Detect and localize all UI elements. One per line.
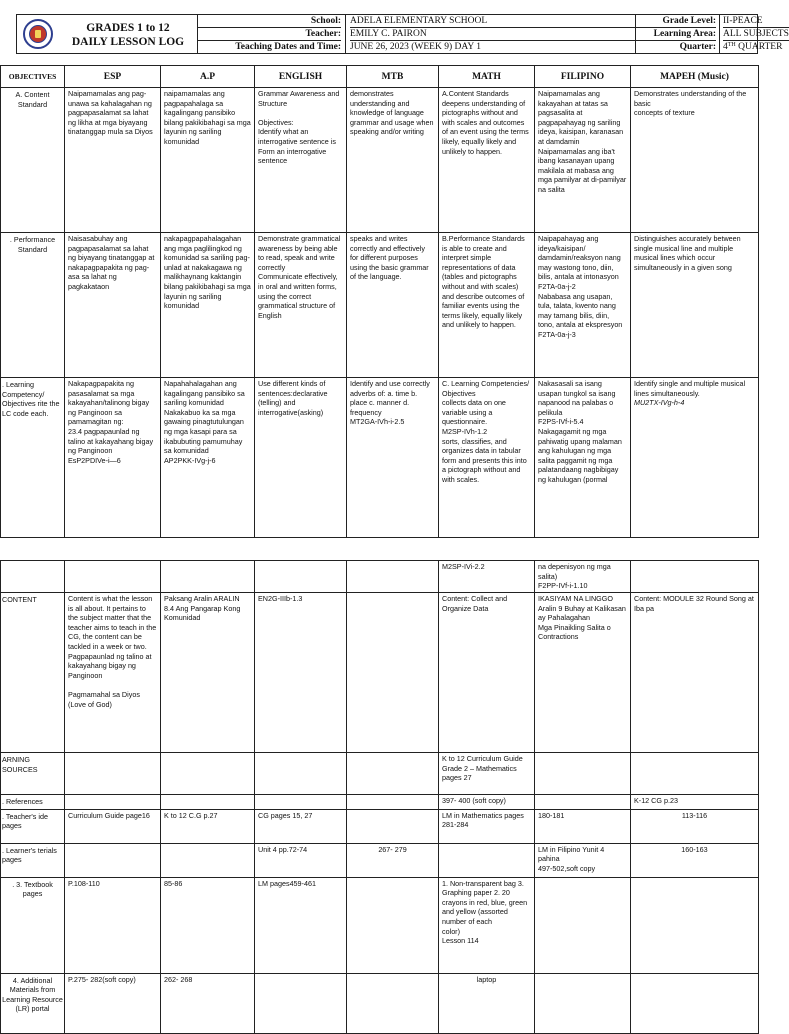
learners-materials-row	[1, 843, 759, 877]
cell-esp: Naisasabuhay ang pagpapasalamat sa lahat ng biyayang tinatanggap at nakapagpapakita ng pag-asa sa lahat ng pagkakataon	[65, 233, 161, 378]
row-label-teachers-guide: . Teacher's ide pages	[1, 809, 65, 843]
mapeh-code: MU2TX-IVg-h-4	[634, 398, 685, 408]
objectives-table	[0, 65, 759, 538]
dates-label: Teaching Dates and Time:	[235, 42, 341, 52]
cell-math: B.Performance Standards is able to create and interpret simple representations of data (tables and pictographs without and with scales) and describe outcomes of familiar events using the terms likely, equally likely and unlikely to happen.	[439, 233, 535, 378]
title-line1: GRADES 1 to 12	[86, 22, 170, 34]
cell-english: CG pages 15, 27	[255, 809, 347, 843]
cell-math: laptop	[439, 973, 535, 1033]
cell-filipino: LM in Filipino Yunit 4 pahina 497-502,soft copy	[535, 843, 631, 877]
row-label-textbook: . 3. Textbook pages	[1, 877, 65, 973]
cell-esp: Naipamamalas ang pag-unawa sa kahalagahan ng pagpapasalamat sa lahat ng likha at mga biyayang tinatanggap mula sa Diyos	[65, 88, 161, 233]
cell-ap: Paksang Aralin ARALIN 8.4 Ang Pangarap Kong Komunidad	[161, 593, 255, 753]
references-row	[1, 795, 759, 810]
cell-math: Content: Collect and Organize Data	[439, 593, 535, 753]
row-label-learning-competency: . Learning Competency/ Objectives rite the LC code each.	[1, 378, 65, 538]
cell-mapeh: Demonstrates understanding of the basic concepts of texture	[631, 88, 759, 233]
cell-math: 1. Non-transparent bag 3. Graphing paper 2. 20 crayons in red, blue, green and yellow (assorted number of each color) Lesson 114	[439, 877, 535, 973]
school-label: School:	[198, 15, 341, 28]
cell-english: Use different kinds of sentences:declarative (telling) and interrogative(asking)	[255, 378, 347, 538]
cell-mtb: speaks and writes correctly and effectively for different purposes using the basic grammar of the language.	[347, 233, 439, 378]
cell-english: Demonstrate grammatical awareness by being able to read, speak and write correctly Communicate effectively, in oral and written forms, using the correct grammatical structure of English	[255, 233, 347, 378]
cell-mapeh: Identify single and multiple musical lines simultaneously. MU2TX-IVg-h-4	[631, 378, 759, 538]
cell-math: C. Learning Competencies/ Objectives collects data on one variable using a questionnaire. M2SP-IVh-1.2 sorts, classifies, and organizes data in tabular form and presents this into a pictograph without and with scales.	[439, 378, 535, 538]
cell-filipino: IKASIYAM NA LINGGO Aralin 9 Buhay at Kalikasan ay Pahalagahan Mga Pinaikling Salita o Contractions	[535, 593, 631, 753]
cell-math: K to 12 Curriculum Guide Grade 2 – Mathematics pages 27	[439, 753, 535, 795]
cell-english: EN2G-IIIb-1.3	[255, 593, 347, 753]
cell-mtb: demonstrates understanding and knowledge of language grammar and usage when speaking and/or writing	[347, 88, 439, 233]
cell-ap: naipamamalas ang pagpapahalaga sa kagalingang pansibiko bilang pakikibahagi sa mga layunin ng sariling komunidad	[161, 88, 255, 233]
cell-mtb: 267- 279	[347, 843, 439, 877]
col-filipino: FILIPINO	[535, 66, 631, 88]
col-mapeh: MAPEH (Music)	[631, 66, 759, 88]
cell-esp: Curriculum Guide page16	[65, 809, 161, 843]
row-label-learning-resources: ARNING SOURCES	[1, 753, 65, 795]
area-value: ALL SUBJECTS	[723, 29, 789, 39]
quarter-label: Quarter:	[679, 42, 716, 52]
continuation-row	[1, 561, 759, 593]
teacher-value: EMILY C. PAIRON	[350, 28, 635, 41]
cell-mapeh: Content: MODULE 32 Round Song at Iba pa	[631, 593, 759, 753]
teacher-label: Teacher:	[198, 28, 341, 41]
textbook-row	[1, 877, 759, 973]
cell-filipino: Naipamamalas ang kakayahan at tatas sa pagsasalita at pagpapahayag ng sariling ideya, kaisipan, karanasan at damdamin Naipamamalas ang iba't ibang kasanayan upang makilala at mabasa ang mga pamilyar at di-pamilyar na salita	[535, 88, 631, 233]
cell-ap: 85-86	[161, 877, 255, 973]
dll-title	[59, 15, 197, 53]
cell-mtb: Identify and use correctly adverbs of: a. time b. place c. manner d. frequency MT2GA-IVh-i-2.5	[347, 378, 439, 538]
cell-esp: P.108-110	[65, 877, 161, 973]
quarter-value: 4TH QUARTER	[723, 42, 783, 52]
cell-esp: Content is what the lesson is all about. It pertains to the subject matter that the teacher aims to teach in the CG, the content can be tackled in a week or two. Pagpapaunlad ng talino at kakayahang bigay ng Panginoon Pagmamahal sa Diyos (Love of God)	[65, 593, 161, 753]
cell-mapeh: K-12 CG p.23	[631, 795, 759, 810]
row-label-performance-standard: . Performance Standard	[1, 233, 65, 378]
col-english: ENGLISH	[255, 66, 347, 88]
performance-standard-row	[1, 233, 759, 378]
cell-math: LM in Mathematics pages 281-284	[439, 809, 535, 843]
content-row	[1, 593, 759, 753]
cell-mapeh: Distinguishes accurately between single musical line and multiple musical lines which occur simultaneously in a given song	[631, 233, 759, 378]
row-label-additional-materials: 4. Additional Materials from Learning Resource (LR) portal	[1, 973, 65, 1033]
cell-ap: K to 12 C.G p.27	[161, 809, 255, 843]
cell-ap: 262- 268	[161, 973, 255, 1033]
cell-math: M2SP-IVi-2.2	[439, 561, 535, 593]
cell-mapeh: 160-163	[631, 843, 759, 877]
dates-value: JUNE 26, 2023 (WEEK 9) DAY 1	[350, 42, 481, 52]
cell-filipino: na depenisyon ng mga salita) F2PP-IVf-i-1.10	[535, 561, 631, 593]
column-header-row	[1, 66, 759, 88]
learning-resources-row	[1, 753, 759, 795]
cell-english: Unit 4 pp.72-74	[255, 843, 347, 877]
grade-value: II-PEACE	[723, 15, 789, 28]
cell-filipino: 180-181	[535, 809, 631, 843]
content-resources-table	[0, 560, 759, 1034]
cell-filipino: Nakasasali sa isang usapan tungkol sa isang napanood na palabas o pelikula F2PS-IVf-i-5.4 Nakagagamit ng mga pahiwatig upang malaman ang kahulugan ng mga salita paggamit ng mga palatandaang nagbibigay ng kahulugan (pormal	[535, 378, 631, 538]
row-label-learners-materials: . Learner's terials pages	[1, 843, 65, 877]
additional-materials-row	[1, 973, 759, 1033]
dll-header	[16, 14, 789, 54]
row-label-content-standard: A. Content Standard	[1, 88, 65, 233]
learning-competency-row	[1, 378, 759, 538]
col-objectives: OBJECTIVES	[1, 66, 65, 88]
cell-ap: Napahahalagahan ang kagalingang pansibiko sa sariling komunidad Nakakabuo ka sa mga gawaing pinagtutulungan ng mga kasapi para sa ikabubuting pamumuhay sa komunidad AP2PKK-IVg-j-6	[161, 378, 255, 538]
cell-english: LM pages459-461	[255, 877, 347, 973]
grade-label: Grade Level:	[636, 15, 716, 28]
content-standard-row	[1, 88, 759, 233]
cell-esp: Nakapagpapakita ng pasasalamat sa mga kakayahan/talinong bigay ng Panginoon sa pamamagitan ng: 23.4 pagpapaunlad ng talino at kakayahang bigay ng Panginoon EsP2PDIVe-i—6	[65, 378, 161, 538]
cell-filipino: Naipapahayag ang ideya/kaisipan/ damdamin/reaksyon nang may wastong tono, diin, bilis, antala at intonasyon F2TA-0a-j-2 Nababasa ang usapan, tula, talata, kwento nang may tamang bilis, diin, tono, antala at ekspresyon F2TA-0a-j-3	[535, 233, 631, 378]
cell-ap: nakapagpapahalagahan ang mga paglilingkod ng komunidad sa sariling pag-unlad at nakakagawa ng malikhaynang kaktangin bilang pakikibahagi sa mga layunin ng sariling komunidad	[161, 233, 255, 378]
col-math: MATH	[439, 66, 535, 88]
area-label: Learning Area:	[636, 28, 716, 41]
cell-english: Grammar Awareness and Structure Objectives: Identify what an interrogative sentence is Form an interrogative sentence	[255, 88, 347, 233]
row-label-content: CONTENT	[1, 593, 65, 753]
school-value: ADELA ELEMENTARY SCHOOL	[350, 15, 635, 28]
deped-seal-icon	[23, 19, 53, 49]
cell-mapeh: 113-116	[631, 809, 759, 843]
cell-math: 397- 400 (soft copy)	[439, 795, 535, 810]
col-ap: A.P	[161, 66, 255, 88]
cell-math: A.Content Standards deepens understanding of pictographs without and with scales and outcomes of an event using the terms likely, equally likely and unlikely to happen.	[439, 88, 535, 233]
col-mtb: MTB	[347, 66, 439, 88]
teachers-guide-row	[1, 809, 759, 843]
title-line2: DAILY LESSON LOG	[71, 36, 185, 48]
col-esp: ESP	[65, 66, 161, 88]
cell-esp: P.275- 282(soft copy)	[65, 973, 161, 1033]
row-label-references: . References	[1, 795, 65, 810]
